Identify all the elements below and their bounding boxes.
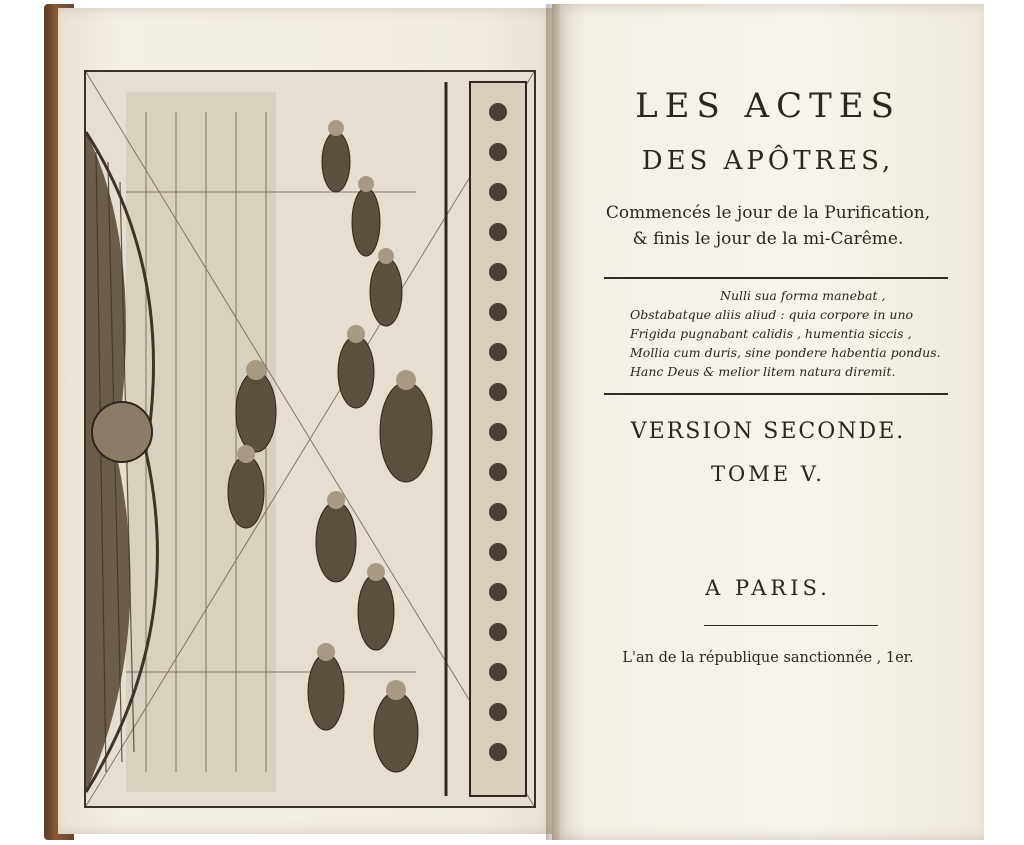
imprint-place: A PARIS. [705, 576, 831, 600]
imprint-rule [704, 625, 878, 626]
version-label: VERSION SECONDE. [630, 419, 906, 444]
epigraph-line: Frigida pugnabant calidis , humentia siccis , [630, 326, 912, 341]
epigraph [630, 286, 960, 381]
imprint-date: L'an de la république sanctionnée , 1er. [622, 650, 914, 666]
epigraph-line: Mollia cum duris, sine pondere habentia pondus. [630, 345, 941, 360]
epigraph-line: Obstabatque aliis aliud : quia corpore in uno [630, 307, 914, 322]
rule-bottom [604, 393, 948, 395]
subtitle-line-2: & finis le jour de la mi-Carême. [632, 229, 904, 249]
epigraph-line: Hanc Deus & melior litem natura diremit. [630, 364, 896, 379]
subtitle-line-1: Commencés le jour de la Purification, [605, 203, 931, 223]
engraving-illustration-icon [86, 72, 534, 806]
epigraph-line: Nulli sua forma manebat , [720, 288, 886, 303]
title-line-2: DES APÔTRES, [641, 146, 895, 176]
subtitle [548, 200, 988, 252]
frontispiece-engraving [84, 70, 536, 808]
tome-label: TOME V. [711, 462, 825, 486]
rule-top [604, 277, 948, 279]
title-line-1: LES ACTES [635, 86, 901, 126]
